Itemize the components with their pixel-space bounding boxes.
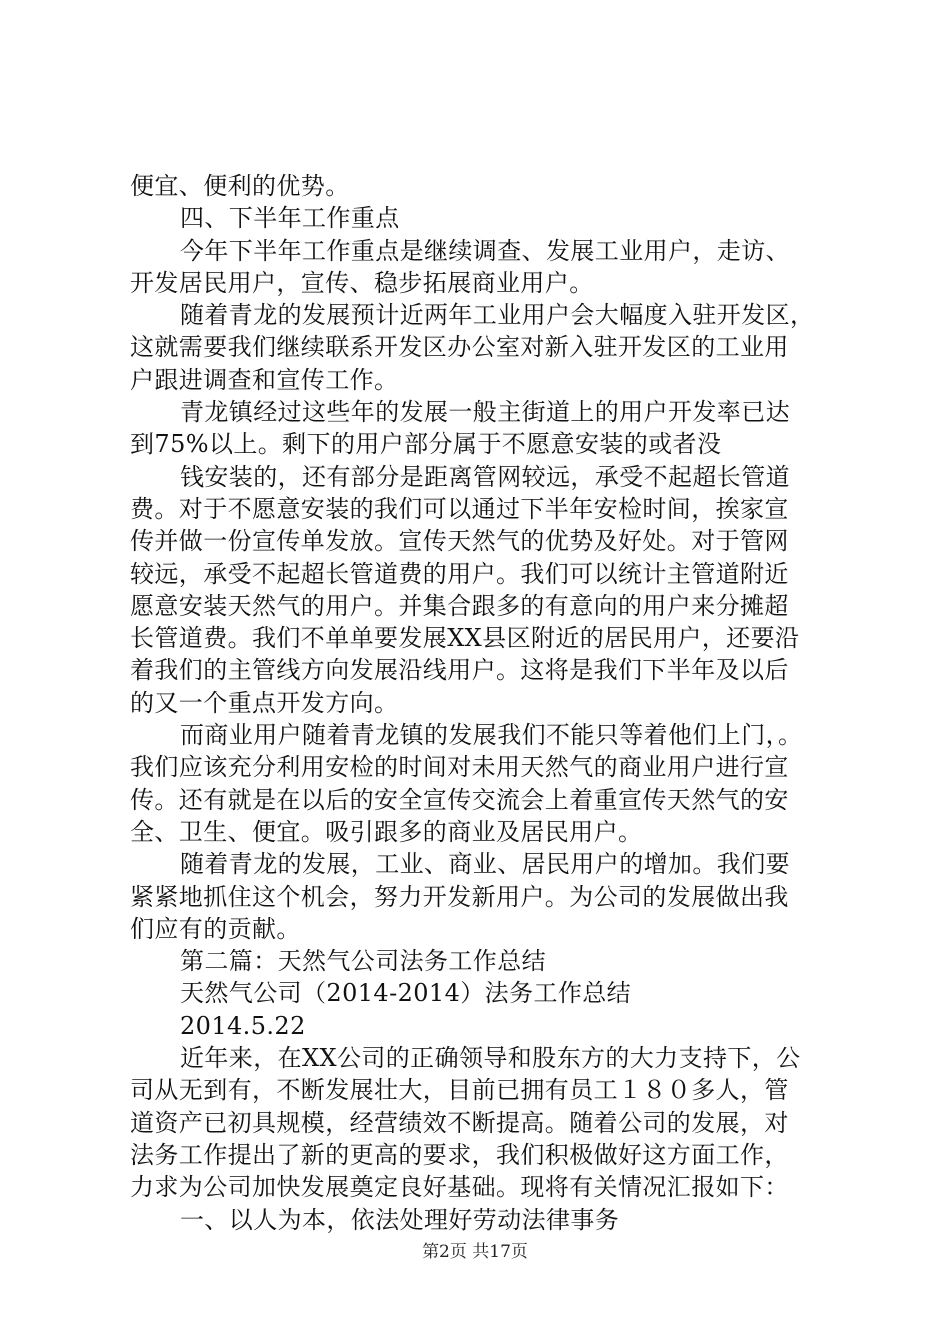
text-line: 较远，承受不起超长管道费的用户。我们可以统计主管道附近 bbox=[130, 559, 789, 588]
text-line: 着我们的主管线方向发展沿线用户。这将是我们下半年及以后 bbox=[130, 656, 789, 685]
text-line: 四、下半年工作重点 bbox=[180, 204, 400, 233]
text-line: 传并做一份宣传单发放。宣传天然气的优势及好处。对于管网 bbox=[130, 527, 789, 556]
text-line: 开发居民用户，宣传、稳步拓展商业用户。 bbox=[130, 268, 594, 297]
text-line: 钱安装的，还有部分是距离管网较远，承受不起超长管道 bbox=[180, 462, 790, 491]
text-line: 紧紧地抓住这个机会，努力开发新用户。为公司的发展做出我 bbox=[130, 882, 789, 911]
page-footer: 第2页 共17页 bbox=[422, 1242, 528, 1262]
text-line: 费。对于不愿意安装的我们可以通过下半年安检时间，挨家宣 bbox=[130, 494, 789, 523]
text-line: 而商业用户随着青龙镇的发展我们不能只等着他们上门，。 bbox=[180, 721, 803, 750]
text-line: 第二篇：天然气公司法务工作总结 bbox=[180, 947, 546, 976]
text-line: 我们应该充分利用安检的时间对未用天然气的商业用户进行宣 bbox=[130, 753, 789, 782]
text-line: 青龙镇经过这些年的发展一般主街道上的用户开发率已达 bbox=[180, 398, 790, 427]
text-line: 便宜、便利的优势。 bbox=[130, 172, 350, 200]
document-body bbox=[130, 170, 830, 1236]
text-line: 今年下半年工作重点是继续调查、发展工业用户，走访、 bbox=[180, 236, 790, 265]
text-line: 司从无到有，不断发展壮大，目前已拥有员工１８０多人，管 bbox=[130, 1076, 789, 1105]
text-line: 长管道费。我们不单单要发展XX县区附近的居民用户，还要沿 bbox=[130, 624, 800, 653]
text-line: 这就需要我们继续联系开发区办公室对新入驻开发区的工业用 bbox=[130, 333, 789, 362]
text-line: 法务工作提出了新的更高的要求，我们积极做好这方面工作， bbox=[130, 1140, 789, 1169]
text-line: 2014.5.22 bbox=[180, 1011, 306, 1040]
text-line: 传。还有就是在以后的安全宣传交流会上着重宣传天然气的安 bbox=[130, 785, 789, 814]
text-line: 近年来，在XX公司的正确领导和股东方的大力支持下，公 bbox=[180, 1044, 801, 1073]
text-line: 愿意安装天然气的用户。并集合跟多的有意向的用户来分摊超 bbox=[130, 591, 789, 620]
text-line: 力求为公司加快发展奠定良好基础。现将有关情况汇报如下： bbox=[130, 1173, 789, 1202]
text-line: 户跟进调查和宣传工作。 bbox=[130, 365, 399, 394]
text-line: 道资产已初具规模，经营绩效不断提高。随着公司的发展，对 bbox=[130, 1108, 789, 1137]
text-line: 的又一个重点开发方向。 bbox=[130, 688, 399, 717]
text-line: 随着青龙的发展预计近两年工业用户会大幅度入驻开发区， bbox=[180, 301, 815, 330]
text-line: 天然气公司（2014-2014）法务工作总结 bbox=[180, 979, 632, 1008]
text-line: 到75%以上。剩下的用户部分属于不愿意安装的或者没 bbox=[130, 430, 722, 459]
text-line: 一、以人为本，依法处理好劳动法律事务 bbox=[180, 1205, 620, 1234]
text-line: 们应有的贡献。 bbox=[130, 914, 301, 943]
text-line: 随着青龙的发展，工业、商业、居民用户的增加。我们要 bbox=[180, 850, 790, 879]
text-line: 全、卫生、便宜。吸引跟多的商业及居民用户。 bbox=[130, 817, 643, 846]
